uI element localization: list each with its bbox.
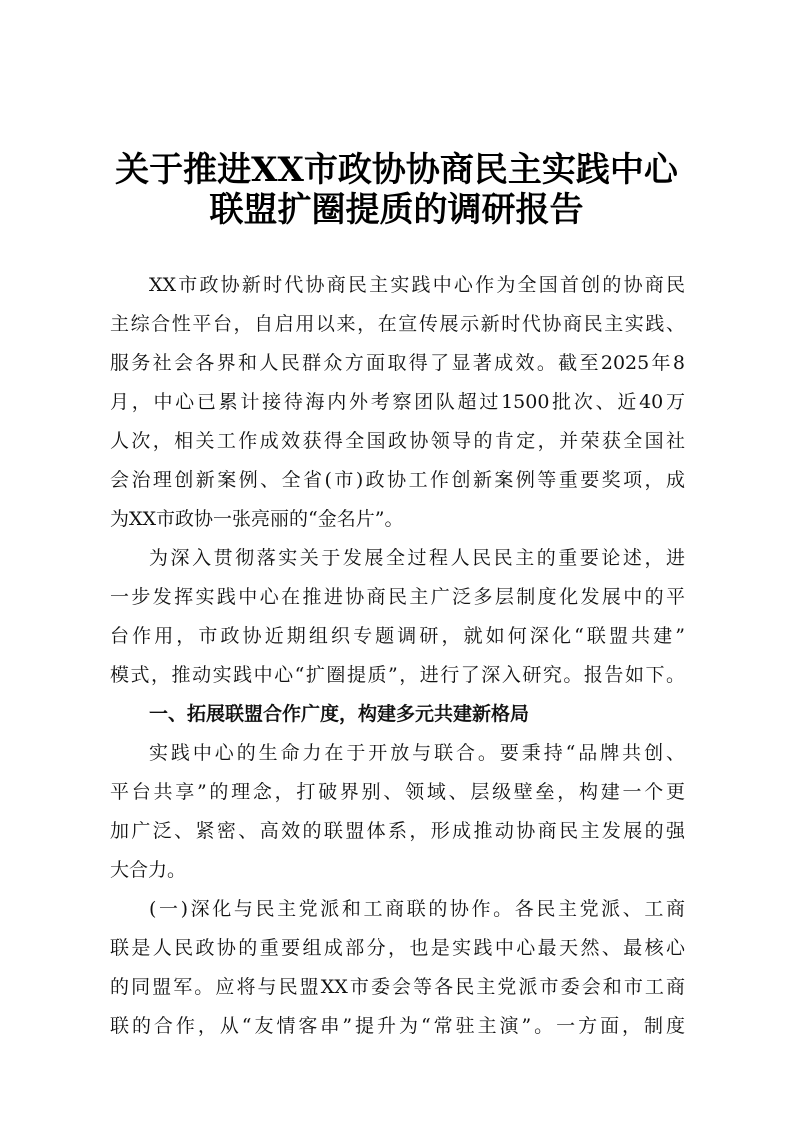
paragraph-line: 为深入贯彻落实关于发展全过程人民民主的重要论述，进 [149,547,685,569]
paragraph-line: 模式，推动实践中心“扩圈提质”，进行了深入研究。报告如下。 [110,664,685,686]
document-title-line-2: 联盟扩圈提质的调研报告 [209,190,584,230]
paragraph-line: 实践中心的生命力在于开放与联合。要秉持“品牌共创、 [149,742,685,764]
paragraph-line: 会治理创新案例、全省(市)政协工作创新案例等重要奖项，成 [110,469,685,491]
paragraph-line: (一)深化与民主党派和工商联的协作。各民主党派、工商 [149,898,685,920]
paragraph-line: 联的合作，从“友情客串”提升为“常驻主演”。一方面，制度 [110,1015,685,1037]
paragraph-line: 加广泛、紧密、高效的联盟体系，形成推动协商民主发展的强 [110,820,685,842]
paragraph-line: 人次，相关工作成效获得全国政协领导的肯定，并荣获全国社 [110,430,685,452]
paragraph-line: 台作用，市政协近期组织专题调研，就如何深化“联盟共建” [110,625,685,647]
paragraph-line: 大合力。 [110,859,187,881]
paragraph-line: 月，中心已累计接待海内外考察团队超过1500批次、近40万 [110,391,685,413]
paragraph-line: 一步发挥实践中心在推进协商民主广泛多层制度化发展中的平 [110,586,685,608]
section-heading: 一、拓展联盟合作广度，构建多元共建新格局 [149,703,530,725]
paragraph-line: XX市政协新时代协商民主实践中心作为全国首创的协商民 [149,274,685,296]
paragraph-line: 平台共享”的理念，打破界别、领域、层级壁垒，构建一个更 [110,781,685,803]
paragraph-line: 的同盟军。应将与民盟XX市委会等各民主党派市委会和市工商 [110,976,685,998]
document-title-line-1: 关于推进XX市政协协商民主实践中心 [115,150,678,190]
paragraph-line: 主综合性平台，自启用以来，在宣传展示新时代协商民主实践、 [110,313,685,335]
paragraph-line: 联是人民政协的重要组成部分，也是实践中心最天然、最核心 [110,937,685,959]
paragraph-line: 服务社会各界和人民群众方面取得了显著成效。截至2025年8 [110,352,685,374]
paragraph-line: 为XX市政协一张亮丽的“金名片”。 [110,508,404,530]
